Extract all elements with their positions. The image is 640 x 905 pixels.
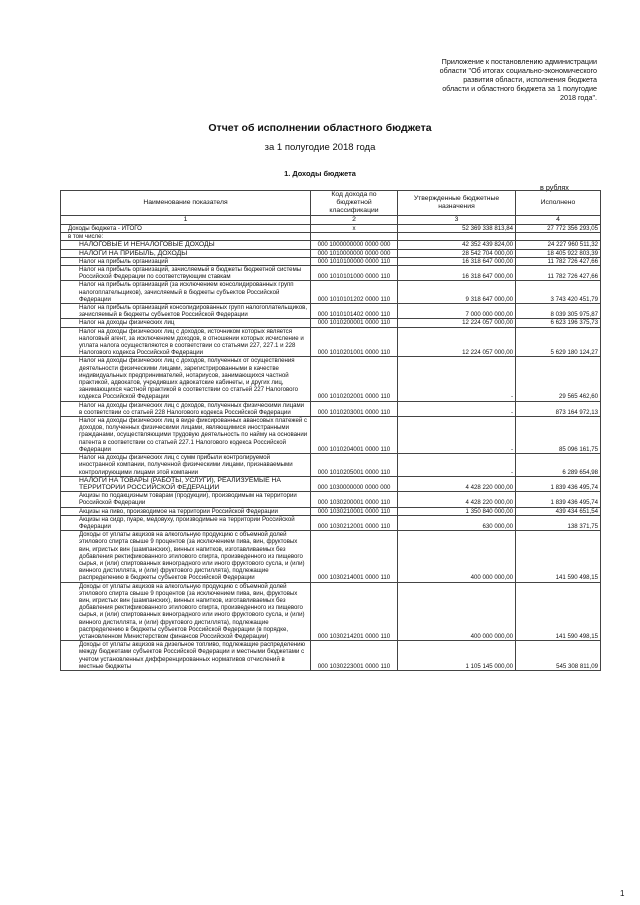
cell-done: 18 405 922 803,39	[516, 249, 601, 257]
cell-done: 6 623 196 375,73	[516, 319, 601, 327]
cell-name: Акцизы на пиво, производимое на территории Российской Федерации	[61, 507, 311, 515]
table-row	[61, 327, 601, 357]
cell-plan: 9 318 647 000,00	[398, 281, 516, 304]
cell-code: 000 1010100000 0000 110	[311, 257, 398, 265]
cell-name: Доходы от уплаты акцизов на дизельное топливо, подлежащие распределению между бюджетами субъектов Российской Федерации и местными бюджетами с учетом установленных дифференцированных нормативов отчислений в местные бюджеты	[61, 641, 311, 671]
table-row	[61, 257, 601, 265]
table-row	[61, 304, 601, 319]
col-number: 3	[398, 216, 516, 225]
table-row	[61, 417, 601, 454]
cell-code: 000 1010204001 0000 110	[311, 417, 398, 454]
table-row	[61, 249, 601, 257]
cell-plan: 52 369 338 813,84	[398, 225, 516, 233]
cell-name: Налог на доходы физических лиц в виде фиксированных авансовых платежей с доходов, полученных физическими лицами, являющимися иностранными гражданами, осуществляющими трудовую деятельность по найму на основании патента в соответствии со статьей 227.1 Налогового кодекса Российской Федерации	[61, 417, 311, 454]
units-label: в рублях	[540, 183, 569, 192]
cell-plan: -	[398, 417, 516, 454]
cell-code: 000 1030000000 0000 000	[311, 476, 398, 491]
table-row	[61, 281, 601, 304]
cell-code	[311, 233, 398, 241]
cell-code: 000 1030210001 0000 110	[311, 507, 398, 515]
cell-done: 11 782 726 427,66	[516, 257, 601, 265]
cell-name: Налог на доходы физических лиц с сумм прибыли контролируемой иностранной компании, полученной физическими лицами, признаваемыми контролирующими лицами этой компании	[61, 454, 311, 477]
annex-line: области и областного бюджета за 1 полугодие	[442, 84, 597, 93]
cell-code: 000 1030214001 0000 110	[311, 531, 398, 582]
cell-code: 000 1030223001 0000 110	[311, 641, 398, 671]
cell-code: 000 1010000000 0000 000	[311, 249, 398, 257]
cell-plan: 42 352 439 824,00	[398, 241, 516, 249]
table-row	[61, 225, 601, 233]
annex-line: Приложение к постановлению администрации	[441, 57, 597, 66]
section-title: 1. Доходы бюджета	[284, 169, 356, 178]
cell-name: Доходы бюджета - ИТОГО	[61, 225, 311, 233]
cell-code: 000 1000000000 0000 000	[311, 241, 398, 249]
table-row	[61, 357, 601, 401]
cell-done: 5 629 180 124,27	[516, 327, 601, 357]
cell-done: 545 308 811,09	[516, 641, 601, 671]
cell-name: Акцизы на сидр, пуаре, медовуху, производимые на территории Российской Федерации	[61, 515, 311, 530]
cell-plan: 12 224 057 000,00	[398, 327, 516, 357]
cell-done: 141 590 498,15	[516, 531, 601, 582]
cell-code: 000 1010201001 0000 110	[311, 327, 398, 357]
table-row	[61, 507, 601, 515]
cell-name: Налог на доходы физических лиц	[61, 319, 311, 327]
cell-name: Налог на прибыль организаций (за исключением консолидированных групп налогоплательщиков), зачисляемый в бюджеты субъектов Российской Федерации	[61, 281, 311, 304]
annex-line: области "Об итогах социально-экономического	[439, 66, 597, 75]
col-number: 2	[311, 216, 398, 225]
cell-done: 6 289 654,98	[516, 454, 601, 477]
cell-code: 000 1010101000 0000 110	[311, 266, 398, 281]
cell-done	[516, 233, 601, 241]
cell-code: 000 1010101202 0000 110	[311, 281, 398, 304]
cell-plan: -	[398, 454, 516, 477]
cell-name: Доходы от уплаты акцизов на алкогольную продукцию с объемной долей этилового спирта свыше 9 процентов (за исключением пива, вин, фруктовых вин, игристых вин (шампанских), винных напитков, изготавливаемых без добавления ректификованного этилового спирта, произведенного из пищевого сырья, и (или) спиртованных виноградного или иного фруктового сусла, и (или) винного дистиллята, и (или) фруктового дистиллята), подлежащие распределению в бюджеты субъектов Российской Федерации	[61, 531, 311, 582]
cell-name: Налог на прибыль организаций консолидированных групп налогоплательщиков, зачисляемый в бюджеты субъектов Российской Федерации	[61, 304, 311, 319]
cell-done: 8 039 305 975,87	[516, 304, 601, 319]
table-row	[61, 241, 601, 249]
cell-done: 27 772 356 293,05	[516, 225, 601, 233]
cell-done: 439 434 651,54	[516, 507, 601, 515]
cell-done: 24 227 960 511,32	[516, 241, 601, 249]
header-done: Исполнено	[516, 191, 601, 216]
header-code: Код дохода по бюджетной классификации	[311, 191, 398, 216]
cell-code: 000 1010203001 0000 110	[311, 401, 398, 416]
cell-name: НАЛОГОВЫЕ И НЕНАЛОГОВЫЕ ДОХОДЫ	[61, 241, 311, 249]
cell-done: 141 590 498,15	[516, 582, 601, 641]
table-row	[61, 319, 601, 327]
cell-plan: -	[398, 357, 516, 401]
cell-plan: 630 000,00	[398, 515, 516, 530]
cell-done: 11 782 726 427,66	[516, 266, 601, 281]
cell-plan: 16 318 647 000,00	[398, 257, 516, 265]
cell-name: Налог на доходы физических лиц с доходов, полученных физическими лицами в соответствии со статьей 228 Налогового кодекса Российской Федерации	[61, 401, 311, 416]
cell-name: НАЛОГИ НА ПРИБЫЛЬ, ДОХОДЫ	[61, 249, 311, 257]
table-row	[61, 266, 601, 281]
cell-name: Акцизы по подакцизным товарам (продукции), производимым на территории Российской Федерации	[61, 492, 311, 507]
table-header-row	[61, 191, 601, 216]
cell-plan: 7 000 000 000,00	[398, 304, 516, 319]
table-row	[61, 233, 601, 241]
cell-code: 000 1030214201 0000 110	[311, 582, 398, 641]
annex-line: 2018 года".	[559, 93, 597, 102]
cell-code: 000 1030200001 0000 110	[311, 492, 398, 507]
cell-code: 000 1010205001 0000 110	[311, 454, 398, 477]
cell-done: 85 096 161,75	[516, 417, 601, 454]
table-row	[61, 582, 601, 641]
report-period: за 1 полугодие 2018 года	[264, 142, 376, 153]
cell-plan: 1 350 840 000,00	[398, 507, 516, 515]
cell-code: 000 1010101402 0000 110	[311, 304, 398, 319]
cell-name: НАЛОГИ НА ТОВАРЫ (РАБОТЫ, УСЛУГИ), РЕАЛИЗУЕМЫЕ НА ТЕРРИТОРИИ РОССИЙСКОЙ ФЕДЕРАЦИИ	[61, 476, 311, 491]
header-plan: Утвержденные бюджетные назначения	[398, 191, 516, 216]
annex-line: развития области, исполнения бюджета	[463, 75, 597, 84]
cell-name: Доходы от уплаты акцизов на алкогольную продукцию с объемной долей этилового спирта свыше 9 процентов (за исключением пива, вин, фруктовых вин, игристых вин (шампанских), винных напитков, изготавливаемых без добавления ректификованного этилового спирта, произведенного из пищевого сырья, и (или) спиртованных виноградного или иного фруктового сусла, и (или) винного дистиллята, и (или) фруктового дистиллята), подлежащие распределению в бюджеты субъектов Российской Федерации (в порядке, установленном Министерством финансов Российской Федерации)	[61, 582, 311, 641]
cell-name: Налог на прибыль организаций, зачисляемый в бюджеты бюджетной системы Российской Федерации по соответствующим ставкам	[61, 266, 311, 281]
cell-name: в том числе:	[61, 233, 311, 241]
cell-name: Налог на доходы физических лиц с доходов, источником которых является налоговый агент, за исключением доходов, в отношении которых исчисление и уплата налога осуществляются в соответствии со статьями 227, 227.1 и 228 Налогового кодекса Российской Федерации	[61, 327, 311, 357]
cell-code: 000 1010202001 0000 110	[311, 357, 398, 401]
table-row	[61, 401, 601, 416]
annex-note	[395, 57, 597, 102]
report-title: Отчет об исполнении областного бюджета	[208, 122, 432, 134]
cell-done: 3 743 420 451,79	[516, 281, 601, 304]
col-number: 4	[516, 216, 601, 225]
cell-done: 873 164 972,13	[516, 401, 601, 416]
cell-plan: -	[398, 401, 516, 416]
cell-done: 1 839 436 495,74	[516, 492, 601, 507]
cell-name: Налог на доходы физических лиц с доходов, полученных от осуществления деятельности физическими лицами, зарегистрированными в качестве индивидуальных предпринимателей, нотариусов, занимающихся частной практикой, адвокатов, учредивших адвокатские кабинеты, и других лиц, занимающихся частной практикой в соответствии со статьей 227 Налогового кодекса Российской Федерации	[61, 357, 311, 401]
cell-plan: 12 224 057 000,00	[398, 319, 516, 327]
cell-code: 000 1030212001 0000 110	[311, 515, 398, 530]
cell-plan: 400 000 000,00	[398, 582, 516, 641]
page-number: 1	[620, 889, 625, 898]
table-row	[61, 454, 601, 477]
table-row	[61, 492, 601, 507]
cell-plan	[398, 233, 516, 241]
cell-done: 1 839 436 495,74	[516, 476, 601, 491]
cell-plan: 400 000 000,00	[398, 531, 516, 582]
cell-name: Налог на прибыль организаций	[61, 257, 311, 265]
cell-plan: 1 105 145 000,00	[398, 641, 516, 671]
table-row	[61, 531, 601, 582]
cell-plan: 28 542 704 000,00	[398, 249, 516, 257]
table-row	[61, 641, 601, 671]
income-table	[60, 190, 601, 671]
col-number: 1	[61, 216, 311, 225]
cell-code: x	[311, 225, 398, 233]
table-row	[61, 515, 601, 530]
table-row	[61, 476, 601, 491]
column-number-row	[61, 216, 601, 225]
header-name: Наименование показателя	[61, 191, 311, 216]
cell-done: 138 371,75	[516, 515, 601, 530]
cell-code: 000 1010200001 0000 110	[311, 319, 398, 327]
cell-plan: 4 428 220 000,00	[398, 476, 516, 491]
cell-done: 29 565 462,60	[516, 357, 601, 401]
cell-plan: 16 318 647 000,00	[398, 266, 516, 281]
cell-plan: 4 428 220 000,00	[398, 492, 516, 507]
